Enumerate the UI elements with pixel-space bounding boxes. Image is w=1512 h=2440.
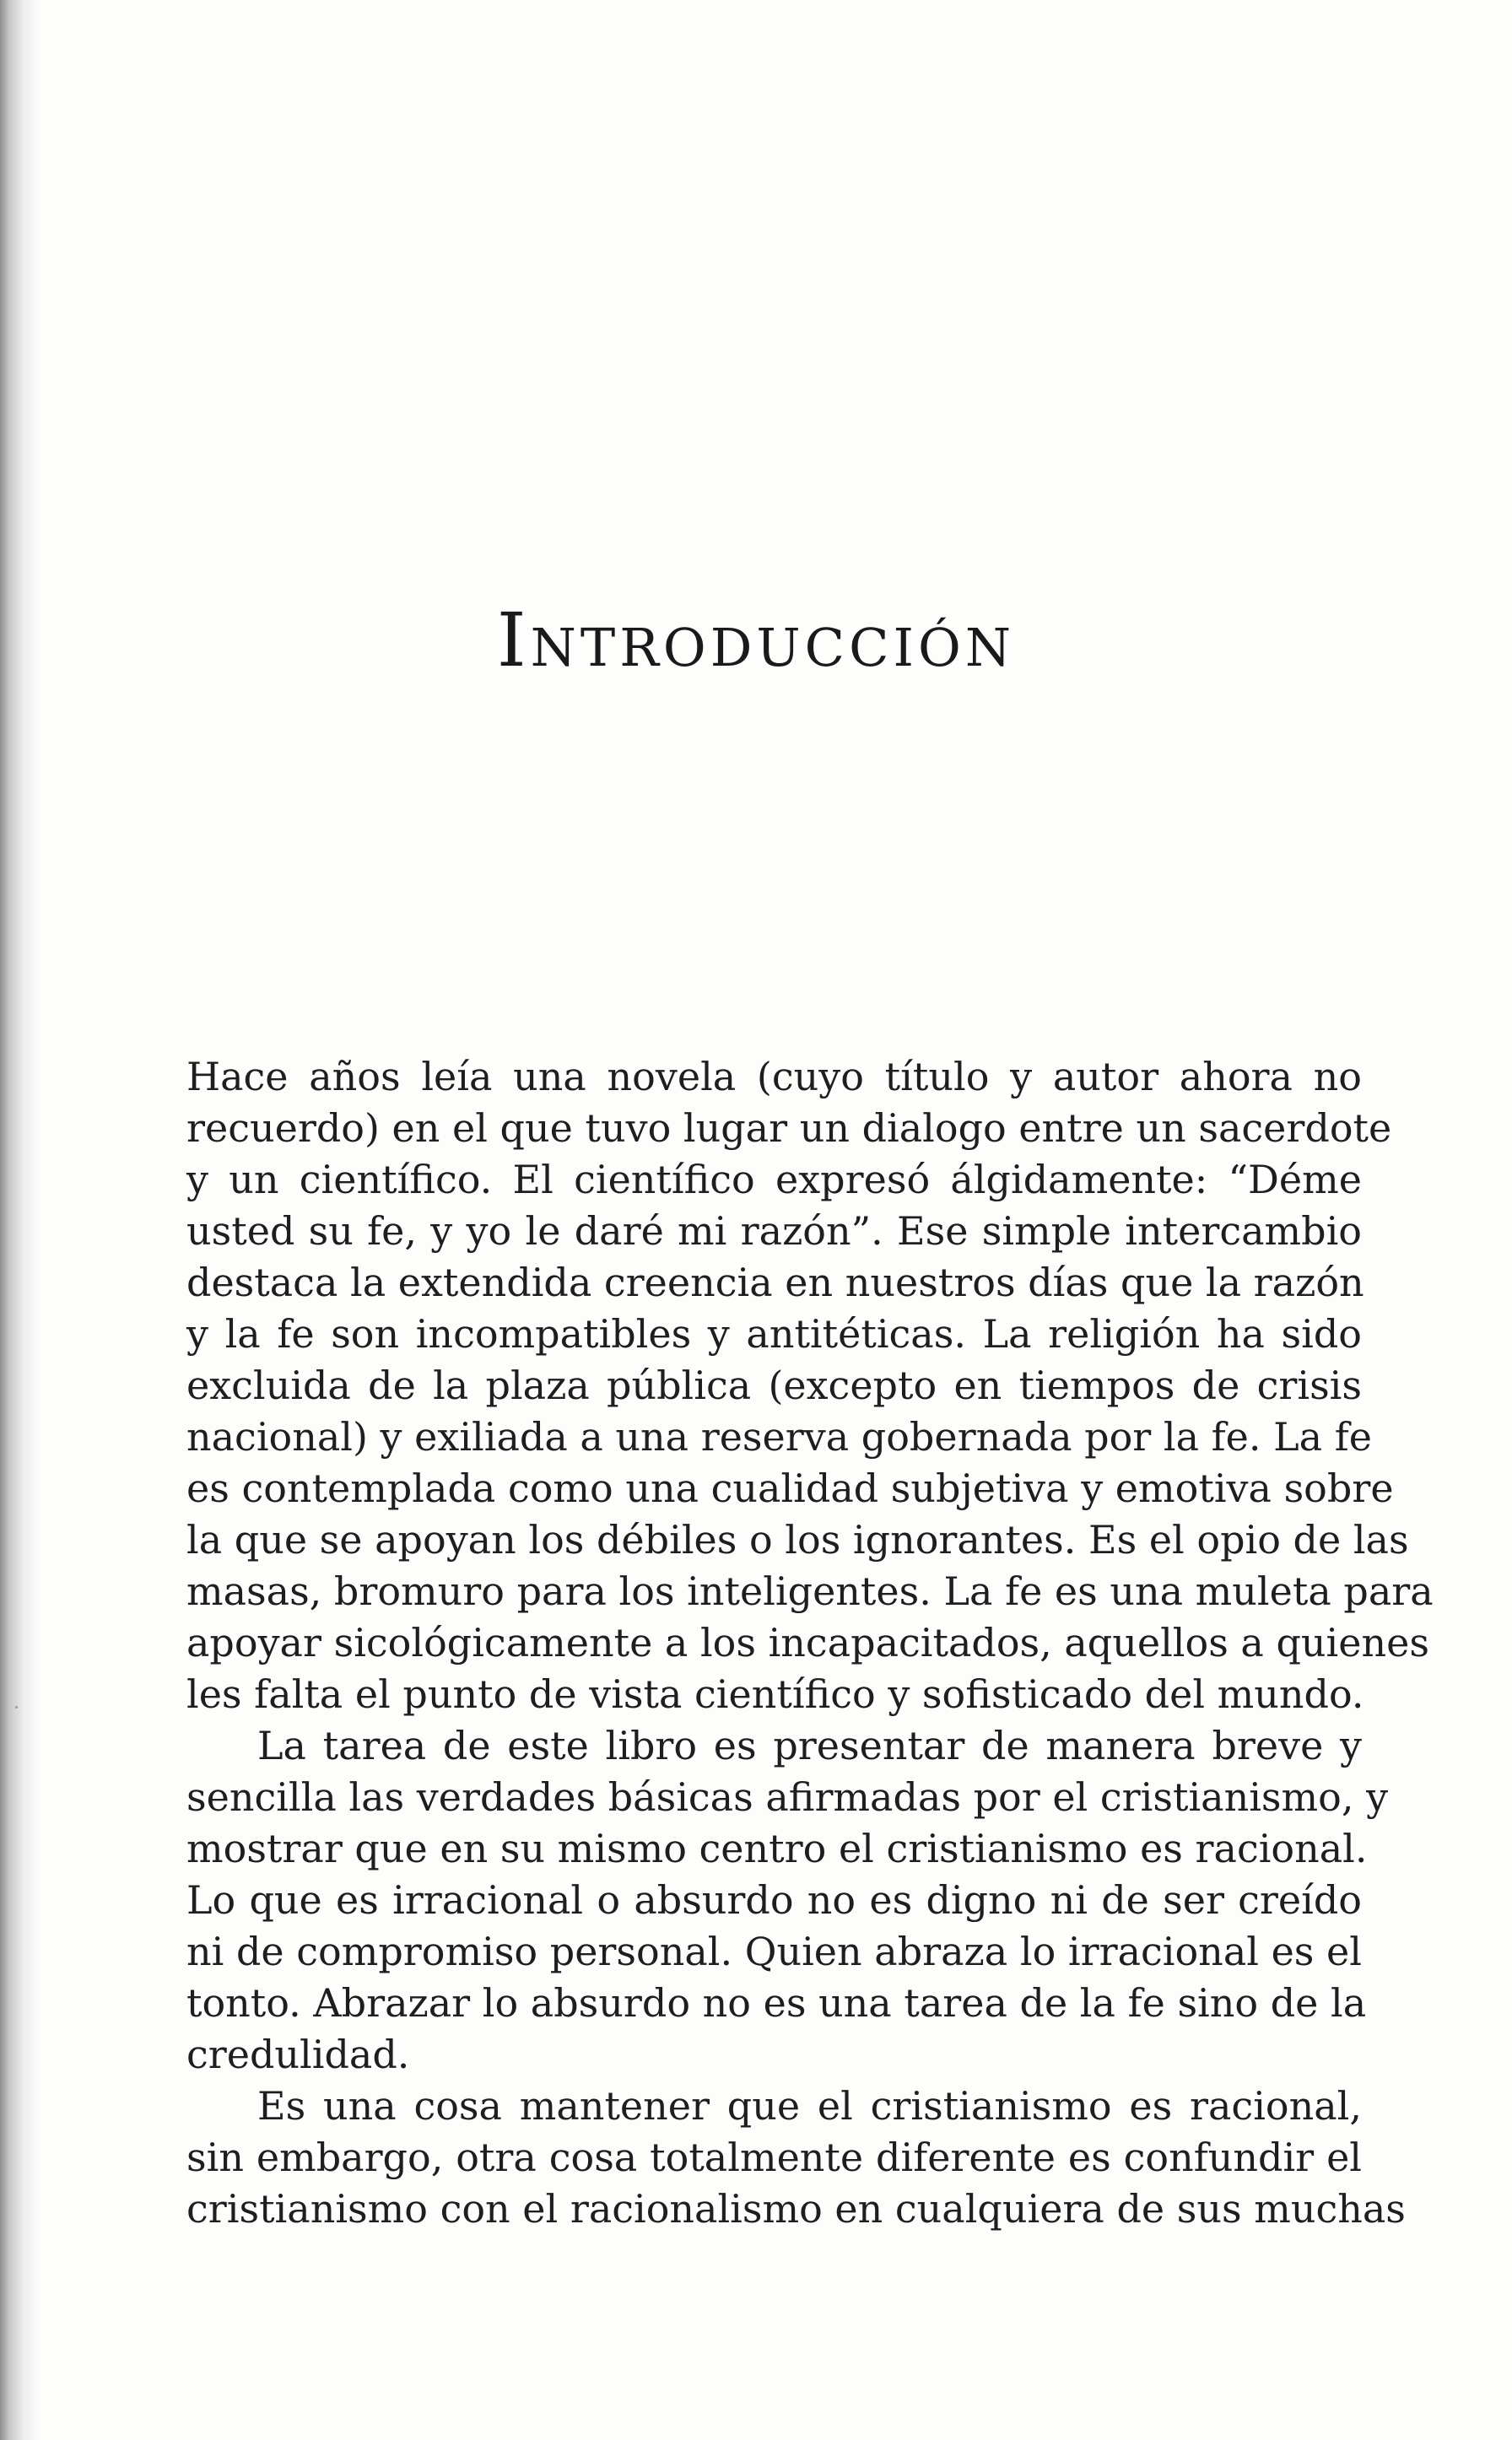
text-line: y un científico. El científico expresó álgidamente: “Déme — [186, 1157, 1362, 1202]
text-line: usted su fe, y yo le daré mi razón”. Ese simple intercambio — [186, 1208, 1362, 1254]
text-line: sencilla las verdades básicas afirmadas por el cristianismo, y — [186, 1774, 1389, 1820]
text-line: masas, bromuro para los inteligentes. La fe es una muleta para — [186, 1568, 1434, 1614]
paragraph — [186, 1051, 1434, 1720]
text-line: sin embargo, otra cosa totalmente diferente es confundir el — [186, 2135, 1362, 2180]
text-line: mostrar que en su mismo centro el cristianismo es racional. — [186, 1826, 1368, 1871]
body-text — [186, 1051, 1434, 2235]
text-line: es contemplada como una cualidad subjetiva y emotiva sobre — [186, 1466, 1394, 1511]
text-line: la que se apoyan los débiles o los ignorantes. Es el opio de las — [186, 1517, 1409, 1563]
text-line: tonto. Abrazar lo absurdo no es una tarea de la fe sino de la — [186, 1980, 1367, 2026]
paragraph — [186, 1720, 1389, 2081]
text-line: destaca la extendida creencia en nuestros días que la razón — [186, 1260, 1364, 1305]
text-line: La tarea de este libro es presentar de manera breve y — [257, 1723, 1362, 1768]
text-line: apoyar sicológicamente a los incapacitados, aquellos a quienes — [186, 1620, 1429, 1665]
text-line: credulidad. — [186, 2032, 410, 2077]
margin-speck — [15, 1706, 18, 1709]
paragraph — [186, 2081, 1406, 2235]
chapter-title: Introducción — [496, 597, 1016, 683]
text-line: ni de compromiso personal. Quien abraza lo irracional es el — [186, 1929, 1362, 1974]
text-line: Lo que es irracional o absurdo no es digno ni de ser creído — [186, 1877, 1362, 1923]
text-line: y la fe son incompatibles y antitéticas. La religión ha sido — [186, 1311, 1362, 1357]
spine-shadow — [0, 0, 39, 2440]
text-line: Hace años leía una novela (cuyo título y autor ahora no — [186, 1054, 1362, 1099]
text-line: recuerdo) en el que tuvo lugar un dialogo entre un sacerdote — [186, 1105, 1392, 1151]
text-line: Es una cosa mantener que el cristianismo es racional, — [257, 2083, 1362, 2129]
text-line: cristianismo con el racionalismo en cualquiera de sus muchas — [186, 2186, 1406, 2232]
text-line: excluida de la plaza pública (excepto en tiempos de crisis — [186, 1363, 1362, 1408]
text-line: nacional) y exiliada a una reserva gobernada por la fe. La fe — [186, 1414, 1372, 1460]
text-line: les falta el punto de vista científico y sofisticado del mundo. — [186, 1671, 1364, 1717]
